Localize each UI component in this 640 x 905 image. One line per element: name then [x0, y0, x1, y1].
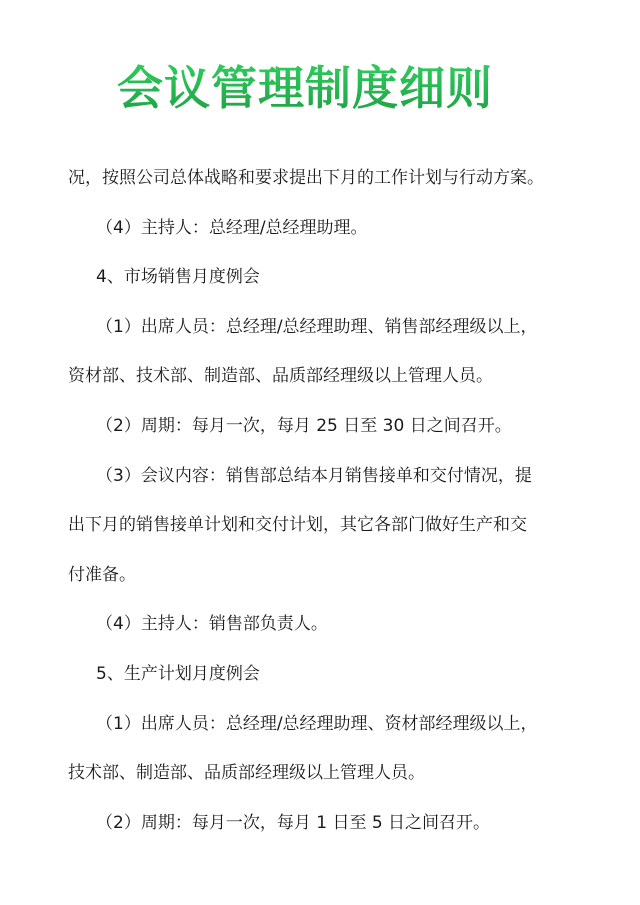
- document-body: [68, 160, 568, 854]
- body-line: 资材部、技术部、制造部、品质部经理级以上管理人员。: [68, 366, 493, 387]
- body-line: 技术部、制造部、品质部经理级以上管理人员。: [68, 763, 425, 784]
- body-line: （4）主持人：总经理/总经理助理。: [96, 217, 368, 238]
- body-line: （2）周期：每月一次，每月 25 日至 30 日之间召开。: [96, 415, 512, 436]
- body-line: （3）会议内容：销售部总结本月销售接单和交付情况，提: [96, 465, 532, 486]
- body-line: 出下月的销售接单计划和交付计划，其它各部门做好生产和交: [68, 515, 527, 536]
- body-line: （4）主持人：销售部负责人。: [96, 614, 328, 635]
- body-line: （1）出席人员：总经理/总经理助理、销售部经理级以上，: [96, 316, 538, 337]
- section-heading: 5、生产计划月度例会: [96, 663, 260, 684]
- body-line: 付准备。: [68, 564, 136, 585]
- body-line: （2）周期：每月一次，每月 1 日至 5 日之间召开。: [96, 812, 491, 833]
- document-title: 会议管理制度细则: [0, 58, 610, 118]
- section-heading: 4、市场销售月度例会: [96, 267, 260, 288]
- body-line: （1）出席人员：总经理/总经理助理、资材部经理级以上，: [96, 713, 538, 734]
- body-line: 况，按照公司总体战略和要求提出下月的工作计划与行动方案。: [68, 168, 544, 188]
